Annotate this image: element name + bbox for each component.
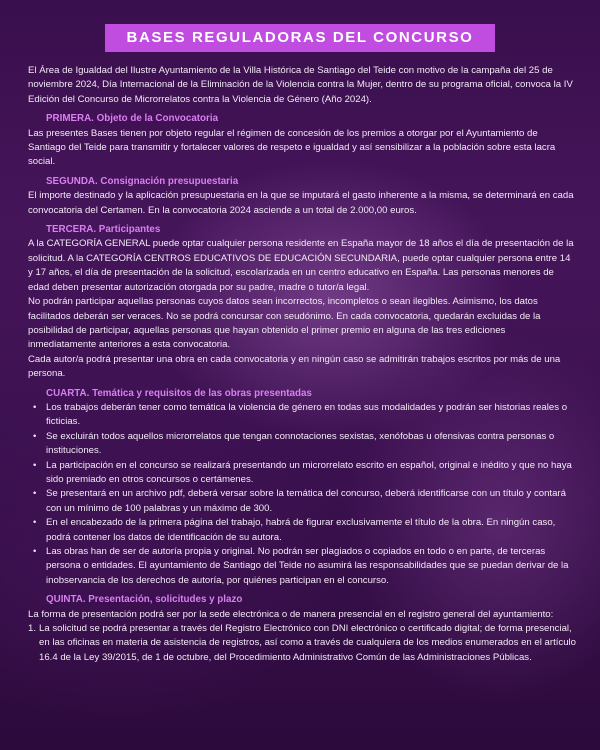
section-text: La forma de presentación podrá ser por la sede electrónica o de manera presencial en el registro general del ayuntamiento:	[28, 608, 554, 620]
section-heading: CUARTA. Temática y requisitos de las obras presentadas	[46, 387, 312, 399]
section-segunda	[28, 175, 576, 218]
list-item: • Los trabajos deberán tener como temática la violencia de género en todas sus modalidades y podrán ser historias reales o ficticias.	[28, 401, 576, 430]
section-cuarta	[28, 387, 576, 589]
section-text: Cada autor/a podrá presentar una obra en cada convocatoria y en ningún caso se admitirán trabajos escritos por más de una persona.	[28, 353, 561, 380]
list-item: • Las obras han de ser de autoría propia y original. No podrán ser plagiados o copiados en todo o en parte, de terceras persona o entidades. El ayuntamiento de Santiago del Teide no asumirá las responsabilidades que se puedan derivar de la inobservancia de los derechos de autoría, por quiénes participan en el concurso.	[28, 545, 576, 588]
item-number: 1.	[28, 623, 37, 635]
list-item: • Se excluirán todos aquellos microrrelatos que tengan connotaciones sexistas, xenófobas u ofensivas contra personas o instituciones.	[28, 430, 576, 459]
section-heading: TERCERA. Participantes	[46, 224, 161, 236]
section-text: El importe destinado y la aplicación presupuestaria en la que se imputará el gasto inherente a la misma, se determinará en cada convocatoria del Certamen. En la convocatoria 2024 asciende a un total de 2.000,00 euros.	[28, 190, 574, 216]
section-heading: PRIMERA. Objeto de la Convocatoria	[46, 113, 219, 125]
section-heading: QUINTA. Presentación, solicitudes y plazo	[46, 594, 243, 606]
submission-list	[28, 622, 576, 665]
list-item: • En el encabezado de la primera página del trabajo, habrá de figurar exclusivamente el título de la obra. En ningún caso, podrá contener los datos de identificación de su autora.	[28, 516, 576, 545]
list-item: • La participación en el concurso se realizará presentando un microrrelato escrito en español, original e inédito y que no haya sido premiado en otros concursos o certámenes.	[28, 459, 576, 488]
requirements-list	[28, 401, 576, 588]
page-title: BASES REGULADORAS DEL CONCURSO	[105, 24, 496, 52]
list-item: • Se presentará en un archivo pdf, deberá versar sobre la temática del concurso, deberá identificarse con un título y contará con un mínimo de 100 palabras y un máximo de 300.	[28, 487, 576, 516]
intro-paragraph: El Área de Igualdad del Ilustre Ayuntamiento de la Villa Histórica de Santiago del Teide con motivo de la campaña del 25 de noviembre 2024, Día Internacional de la Eliminación de la Violencia contra la Mujer, dentro de su programa oficial, convoca la IV Edición del Concurso de Microrrelatos contra la Violencia de Género (Año 2024).	[28, 65, 573, 105]
section-text: Las presentes Bases tienen por objeto regular el régimen de concesión de los premios a otorgar por el Ayuntamiento de Santiago del Teide para transmitir y fortalecer valores de respeto e igualdad y así sensibilizar a la población sobre esta lacra social.	[28, 127, 556, 168]
section-text: No podrán participar aquellas personas cuyos datos sean incorrectos, incompletos o sean ilegibles. Asimismo, los datos facilitados deberán ser veraces. No se podrá concursar con seudónimo. En cada convocatoria, quedarán excluidas de la posibilidad de participar, aquellas personas que hayan obtenido el primer premio en alguna de las tres ediciones inmediatamente anteriores a esta convocatoria.	[28, 296, 541, 351]
section-heading: SEGUNDA. Consignación presupuestaria	[46, 175, 239, 187]
numbered-item	[28, 622, 576, 665]
section-tercera	[28, 223, 576, 381]
item-text: La solicitud se podrá presentar a través del Registro Electrónico con DNI electrónico o certificado digital; de forma presencial, en las oficinas en materia de asistencia de registros, así como a través de cualquiera de los medios enumerados en el artículo 16.4 de la Ley 39/2015, de 1 de octubre, del Procedimiento Administrativo Común de las Administraciones Públicas.	[39, 623, 577, 663]
title-bar	[0, 0, 600, 54]
section-text: A la CATEGORÍA GENERAL puede optar cualquier persona residente en España mayor de 18 años el día de presentación de la solicitud. A la CATEGORÍA CENTROS EDUCATIVOS DE EDUCACIÓN SECUNDARIA, puede optar cualquier persona entre 14 y 17 años, el día de presentación de la solicitud, escolarizada en un centro educativo en España. Las personas menores de edad deben presentar autorización otorgada por su padre, madre o tutor/a legal.	[28, 238, 574, 293]
document-body	[28, 64, 576, 670]
section-primera	[28, 112, 576, 170]
section-quinta	[28, 593, 576, 665]
